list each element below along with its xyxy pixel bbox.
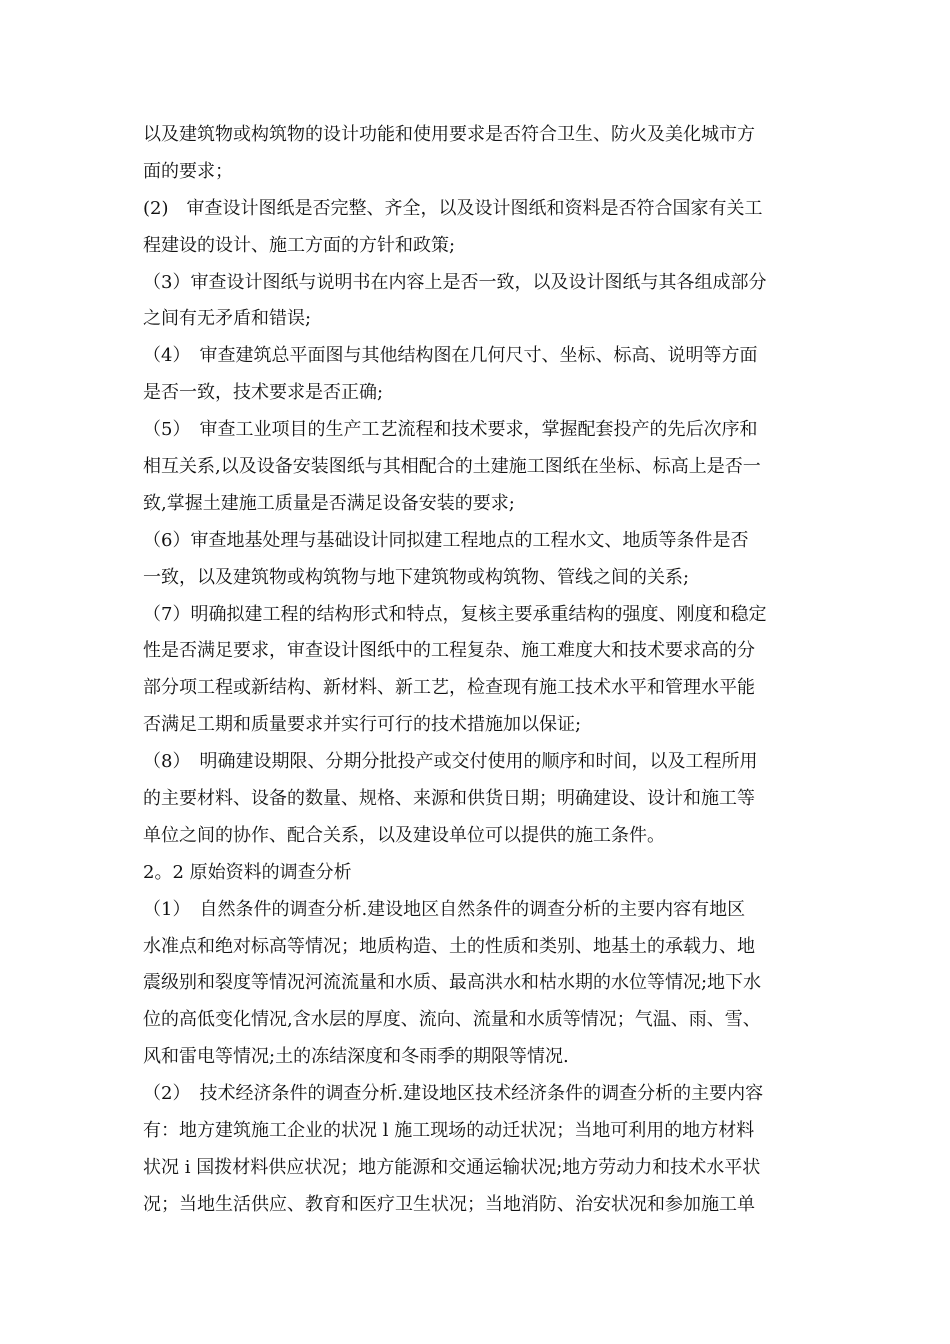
- text-line: 水准点和绝对标高等情况；地质构造、土的性质和类别、地基土的承载力、地: [143, 935, 755, 957]
- text-line: 之间有无矛盾和错误;: [143, 308, 312, 330]
- text-line: （8） 明确建设期限、分期分批投产或交付使用的顺序和时间，以及工程所用: [143, 751, 758, 773]
- text-line: 程建设的设计、施工方面的方针和政策;: [143, 234, 456, 256]
- text-line: 性是否满足要求，审查设计图纸中的工程复杂、施工难度大和技术要求高的分: [143, 640, 755, 662]
- text-line: （7）明确拟建工程的结构形式和特点，复核主要承重结构的强度、刚度和稳定: [143, 603, 767, 625]
- text-line: 致,掌握土建施工质量是否满足设备安装的要求;: [143, 492, 515, 514]
- text-line: 震级别和裂度等情况河流流量和水质、最高洪水和枯水期的水位等情况;地下水: [143, 972, 762, 994]
- section-heading: 2。2 原始资料的调查分析: [143, 861, 352, 883]
- text-line: （3）审查设计图纸与说明书在内容上是否一致，以及设计图纸与其各组成部分: [143, 271, 767, 293]
- text-line: 面的要求；: [143, 160, 233, 182]
- text-line: 相互关系,以及设备安装图纸与其相配合的土建施工图纸在坐标、标高上是否一: [143, 456, 761, 478]
- text-line: 是否一致，技术要求是否正确;: [143, 382, 384, 404]
- text-line: 风和雷电等情况;土的冻结深度和冬雨季的期限等情况.: [143, 1046, 569, 1068]
- text-line: 以及建筑物或构筑物的设计功能和使用要求是否符合卫生、防火及美化城市方: [143, 124, 755, 145]
- text-line: 位的高低变化情况,含水层的厚度、流向、流量和水质等情况；气温、雨、雪、: [143, 1009, 761, 1031]
- text-line: （2） 技术经济条件的调查分析.建设地区技术经济条件的调查分析的主要内容: [143, 1083, 764, 1105]
- text-line: 部分项工程或新结构、新材料、新工艺，检查现有施工技术水平和管理水平能: [143, 677, 755, 699]
- text-line: （5） 审查工业项目的生产工艺流程和技术要求，掌握配套投产的先后次序和: [143, 419, 758, 441]
- text-line: (2) 审查设计图纸是否完整、齐全，以及设计图纸和资料是否符合国家有关工: [143, 197, 763, 219]
- text-line: （6）审查地基处理与基础设计同拟建工程地点的工程水文、地质等条件是否: [143, 529, 749, 551]
- text-line: 况；当地生活供应、教育和医疗卫生状况；当地消防、治安状况和参加施工单: [143, 1193, 755, 1215]
- text-line: （1） 自然条件的调查分析.建设地区自然条件的调查分析的主要内容有地区: [143, 898, 746, 920]
- text-line: 否满足工期和质量要求并实行可行的技术措施加以保证;: [143, 714, 582, 736]
- body-text: [143, 117, 815, 1224]
- text-line: 的主要材料、设备的数量、规格、来源和供货日期；明确建设、设计和施工等: [143, 788, 755, 810]
- text-line: 状况 i 国拨材料供应状况；地方能源和交通运输状况;地方劳动力和技术水平状: [143, 1156, 761, 1178]
- text-line: 单位之间的协作、配合关系，以及建设单位可以提供的施工条件。: [143, 824, 665, 846]
- text-line: （4） 审查建筑总平面图与其他结构图在几何尺寸、坐标、标高、说明等方面: [143, 345, 758, 367]
- text-line: 有：地方建筑施工企业的状况 l 施工现场的动迁状况；当地可利用的地方材料: [143, 1120, 755, 1142]
- text-line: 一致，以及建筑物或构筑物与地下建筑物或构筑物、管线之间的关系;: [143, 566, 690, 588]
